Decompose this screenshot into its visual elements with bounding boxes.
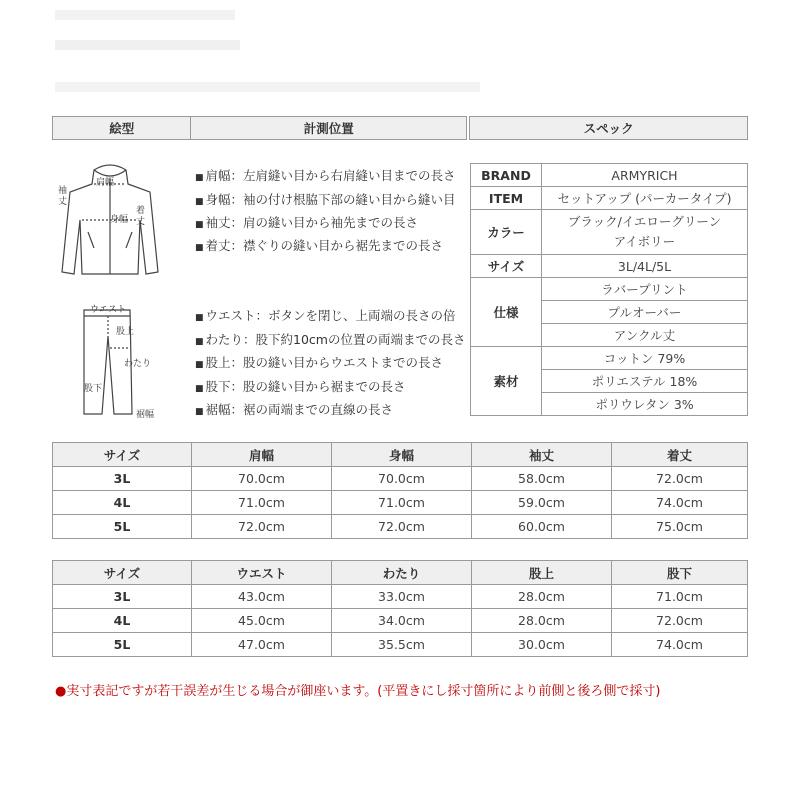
spec-brand-label: BRAND <box>471 164 542 187</box>
spec-material-label: 素材 <box>471 347 542 416</box>
size-top-r0-c0: 3L <box>53 467 192 491</box>
table-row <box>53 585 748 609</box>
size-bottom-h2: わたり <box>332 561 472 585</box>
size-top-r2-c0: 5L <box>53 515 192 539</box>
size-table-top <box>52 442 748 539</box>
size-bottom-r0-c2: 33.0cm <box>332 585 472 609</box>
size-top-h3: 袖丈 <box>472 443 612 467</box>
pants-label-hem: 裾幅 <box>136 410 155 420</box>
size-top-r2-c2: 72.0cm <box>332 515 472 539</box>
size-top-r1-c3: 59.0cm <box>472 491 612 515</box>
faded-line-3 <box>55 82 480 92</box>
spec-material-3: ポリウレタン 3% <box>542 393 748 416</box>
header-measure: 計測位置 <box>191 117 467 140</box>
spec-color-2: アイボリー <box>613 234 676 249</box>
size-top-r1-c1: 71.0cm <box>192 491 332 515</box>
faded-line-1 <box>55 10 235 20</box>
spec-size-label: サイズ <box>471 255 542 278</box>
jacket-label-body: 身幅 <box>110 215 129 225</box>
measure-bottom-4: ■ 股下：股の縫い目から裾までの長さ <box>195 379 406 394</box>
table-row <box>53 515 748 539</box>
spec-row-material-1 <box>471 347 748 370</box>
size-table-bottom <box>52 560 748 657</box>
size-bottom-r0-c3: 28.0cm <box>472 585 612 609</box>
size-bottom-r0-c1: 43.0cm <box>192 585 332 609</box>
table-row <box>53 467 748 491</box>
size-bottom-r2-c4: 74.0cm <box>612 633 748 657</box>
measure-top-4: ■ 着丈：襟ぐりの縫い目から裾先までの長さ <box>195 238 444 253</box>
size-bottom-r1-c2: 34.0cm <box>332 609 472 633</box>
size-top-r1-c4: 74.0cm <box>612 491 748 515</box>
spec-size-value: 3L/4L/5L <box>542 255 748 278</box>
table-row <box>53 491 748 515</box>
size-bottom-h1: ウエスト <box>192 561 332 585</box>
measure-bottom-3: ■ 股上：股の縫い目からウエストまでの長さ <box>195 355 444 370</box>
size-top-r0-c3: 58.0cm <box>472 467 612 491</box>
size-top-r1-c2: 71.0cm <box>332 491 472 515</box>
size-top-r2-c3: 60.0cm <box>472 515 612 539</box>
spec-row-spec-1 <box>471 278 748 301</box>
measure-bottom-2: ■ わたり：股下約10cmの位置の両端までの長さ <box>195 332 466 347</box>
size-bottom-r1-c3: 28.0cm <box>472 609 612 633</box>
size-top-r0-c4: 72.0cm <box>612 467 748 491</box>
size-top-h2: 身幅 <box>332 443 472 467</box>
size-top-r1-c0: 4L <box>53 491 192 515</box>
measure-bottom-5: ■ 裾幅：裾の両端までの直線の長さ <box>195 402 394 417</box>
spec-row-color <box>471 210 748 255</box>
size-top-r0-c1: 70.0cm <box>192 467 332 491</box>
jacket-label-length: 着 丈 <box>136 206 146 227</box>
measurement-note: ●実寸表記ですが若干誤差が生じる場合が御座います。(平置きにし採寸箇所により前側と後ろ側で採寸) <box>55 684 661 699</box>
pants-label-inseam: 股下 <box>84 384 103 394</box>
jacket-label-sleeve: 袖 丈 <box>58 186 68 207</box>
size-bottom-r1-c4: 72.0cm <box>612 609 748 633</box>
size-top-r2-c4: 75.0cm <box>612 515 748 539</box>
spec-spec-2: プルオーバー <box>542 301 748 324</box>
size-top-r0-c2: 70.0cm <box>332 467 472 491</box>
size-top-r2-c1: 72.0cm <box>192 515 332 539</box>
spec-table <box>470 163 748 416</box>
measure-top-1: ■ 肩幅：左肩縫い目から右肩縫い目までの長さ <box>195 168 456 183</box>
spec-item-label: ITEM <box>471 187 542 210</box>
size-top-h1: 肩幅 <box>192 443 332 467</box>
spec-color-value <box>542 210 748 255</box>
spec-material-2: ポリエステル 18% <box>542 370 748 393</box>
table-row <box>53 633 748 657</box>
size-bottom-r1-c1: 45.0cm <box>192 609 332 633</box>
spec-item-value: セットアップ (パーカータイプ) <box>542 187 748 210</box>
jacket-label-shoulder: 肩幅 <box>96 178 115 188</box>
measure-top-3: ■ 袖丈：肩の縫い目から袖先までの長さ <box>195 215 419 230</box>
measure-top-2: ■ 身幅：袖の付け根脇下部の縫い目から縫い目 <box>195 192 456 207</box>
size-bottom-h4: 股下 <box>612 561 748 585</box>
pants-label-rise: 股上 <box>116 327 135 337</box>
spec-spec-3: アンクル丈 <box>542 324 748 347</box>
size-top-h0: サイズ <box>53 443 192 467</box>
spec-spec-1: ラバープリント <box>542 278 748 301</box>
size-top-h4: 着丈 <box>612 443 748 467</box>
size-bottom-r0-c4: 71.0cm <box>612 585 748 609</box>
header-spec: スペック <box>470 117 748 140</box>
size-bottom-r2-c3: 30.0cm <box>472 633 612 657</box>
size-bottom-h3: 股上 <box>472 561 612 585</box>
spec-row-size <box>471 255 748 278</box>
table-row <box>53 609 748 633</box>
size-top-header-row <box>53 443 748 467</box>
spec-color-label: カラー <box>471 210 542 255</box>
size-bottom-r2-c1: 47.0cm <box>192 633 332 657</box>
size-bottom-r1-c0: 4L <box>53 609 192 633</box>
spec-spec-label: 仕様 <box>471 278 542 347</box>
spec-material-1: コットン 79% <box>542 347 748 370</box>
spec-row-brand <box>471 164 748 187</box>
pants-label-waist: ウエスト <box>90 305 127 315</box>
size-bottom-h0: サイズ <box>53 561 192 585</box>
pants-label-thigh: わたり <box>124 359 152 369</box>
spec-row-item <box>471 187 748 210</box>
size-bottom-r0-c0: 3L <box>53 585 192 609</box>
spec-color-1: ブラック/イエローグリーン <box>567 214 722 229</box>
size-bottom-header-row <box>53 561 748 585</box>
faded-line-2 <box>55 40 240 50</box>
header-illustration: 絵型 <box>53 117 191 140</box>
size-bottom-r2-c2: 35.5cm <box>332 633 472 657</box>
top-header-table <box>52 116 748 140</box>
spec-brand-value: ARMYRICH <box>542 164 748 187</box>
size-bottom-r2-c0: 5L <box>53 633 192 657</box>
measure-bottom-1: ■ ウエスト：ボタンを閉じ、上両端の長さの倍 <box>195 308 456 323</box>
